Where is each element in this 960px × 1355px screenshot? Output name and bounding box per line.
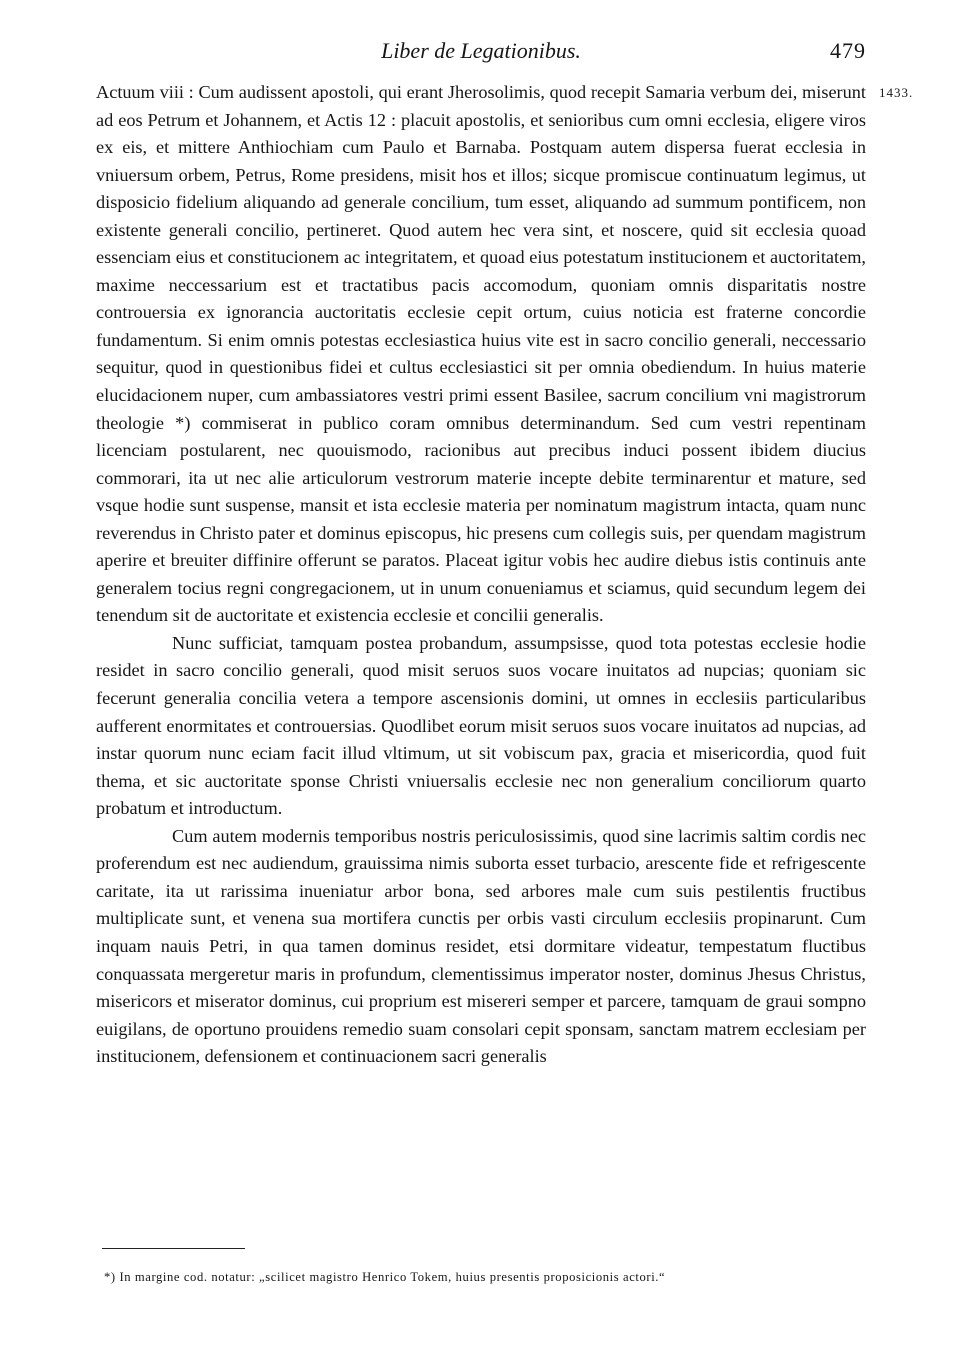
paragraph-3: Cum autem modernis temporibus nostris periculosissimis, quod sine lacrimis saltim cordis nec proferendum est nec audiendum, grauissima nimis suborta esset turbacio, arescente fide et refrigescente caritate, ita ut rarissima inueniatur arbor bona, sed arbores male cum suis pestilentis fructibus multiplicate sunt, et venena sua mortifera cunctis per orbis vasti circulum ecclesiis propinarunt. Cum inquam nauis Petri, in qua tamen dominus residet, etsi dormitare videatur, tempestatum fluctibus conquassata mergeretur maris in profundum, clementissimus imperator noster, dominus Jhesus Christus, misericors et miserator dominus, cui proprium est misereri semper et parcere, tamquam de graui sompno euigilans, de oportuno prouidens remedio suam consolari cepit sponsam, sanctam matrem ecclesiam per institucionem, defensionem et continuacionem sacri generalis bbox=[96, 825, 866, 1067]
main-text bbox=[96, 79, 866, 1071]
running-title: Liber de Legationibus. bbox=[381, 38, 581, 63]
footnote-separator bbox=[102, 1248, 245, 1249]
margin-year-note: 1433. bbox=[879, 85, 914, 100]
paragraph-1: Actuum viii : Cum audissent apostoli, qui erant Jherosolimis, quod recepit Samaria verbum dei, miserunt ad eos Petrum et Johannem, et Actis 12 : placuit apostolis, et senioribus cum omni ecclesia, eligere viros ex eis, et mittere Anthiochiam cum Paulo et Barnaba. Postquam autem dispersa fuerat ecclesia in vniuersum orbem, Petrus, Rome presidens, misit hos et illos; sicque promiscue continuatum legimus, ut disposicio fidelium aliquando ad generale concilium, tum esset, aliquando ad summum pontificem, non existente generali concilio, pertineret. Quod autem hec vera sint, et noscere, quid sit ecclesia quoad essenciam eius et constitucionem ac integritatem, et quoad eius potestatum institucionem et auctoritatem, maxime neccessarium est et tractatibus pacis accomodum, quoniam omnis disparitatis nostre controuersia ex ignorancia auctoritatis ecclesie cepit ortum, cuius noticia est fraterne concordie fundamentum. Si enim omnis potestas ecclesiastica huius vite est in sacro concilio generali, neccessario sequitur, quod in questionibus fidei et cultus ecclesiastici sit per omnia obediendum. In huius materie elucidacionem nuper, cum ambassiatores vestri primi essent Basilee, sacrum concilium vni magistrorum theologie *) commiserat in publico coram omnibus determinandum. Sed cum vestri repentinam licenciam postularent, nec quouismodo, racionibus aut precibus induci possent ibidem diucius commorari, ita ut nec alie articulorum vestrorum materie incepte debite terminarentur et mature, sed vsque hodie sunt suspense, mansit et ista ecclesie materia per nominatum magistrum intacta, quam nunc reverendus in Christo pater et dominus episcopus, hic presens cum collegis suis, per quendam magistrum aperire et breuiter diffinire offerunt se paratos. Placeat igitur vobis hec audire diebus istis continuis ante generalem tocius regni congregacionem, ut in unum conueniamus et sciamus, quid secundum legem dei tenendum sit de auctoritate et existencia ecclesie et concilii generalis. bbox=[96, 82, 866, 626]
page-number: 479 bbox=[830, 38, 866, 63]
paragraph-2: Nunc sufficiat, tamquam postea probandum, assumpsisse, quod tota potestas ecclesie hodie residet in sacro concilio generali, quod misit seruos suos vocare inuitatos ad nupcias; quoniam sic fecerunt generalia concilia vetera a tempore ascensionis domini, ut omnes in ecclesiis particularibus aufferent enormitates et controuersias. Quodlibet eorum misit seruos suos vocare inuitatos ad nupcias, ad instar quorum nunc eciam facit illud vltimum, ut sit vobiscum pax, gracia et misericordia, quod fuit thema, et sic auctoritate sponse Christi vniuersalis ecclesie nec non generalium conciliorum quarto probatum et introductum. bbox=[96, 632, 866, 819]
page-header bbox=[96, 38, 866, 66]
footnote: *) In margine cod. notatur: „scilicet magistro Henrico Tokem, huius presentis proposicionis actori.“ bbox=[104, 1270, 666, 1284]
